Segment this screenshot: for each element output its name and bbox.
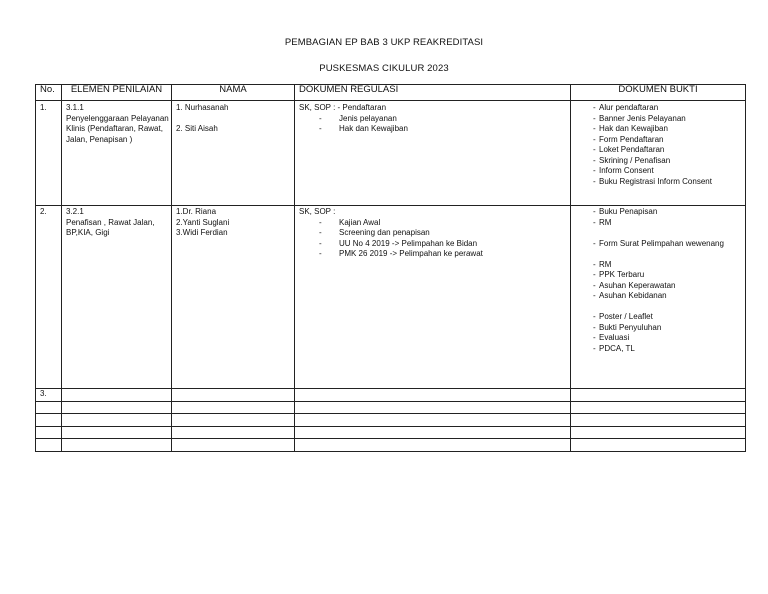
spacer xyxy=(176,114,290,125)
bukti-item: - Hak dan Kewajiban xyxy=(593,124,668,133)
regulasi-item: - PMK 26 2019 -> Pelimpahan ke perawat xyxy=(319,249,483,258)
cell-empty xyxy=(172,439,295,452)
cell-empty xyxy=(172,414,295,427)
spacer xyxy=(575,302,741,313)
table-row xyxy=(36,401,746,414)
cell-empty xyxy=(62,401,172,414)
cell-empty xyxy=(62,389,172,402)
row-number: 2. xyxy=(40,207,47,216)
person-name: 1. Nurhasanah xyxy=(176,103,229,112)
bukti-item: - Bukti Penyuluhan xyxy=(593,322,662,332)
cell-no xyxy=(36,206,62,389)
table-row xyxy=(36,389,746,402)
table-row xyxy=(36,206,746,389)
cell-elemen xyxy=(62,101,172,206)
bukti-item: - Form Pendaftaran xyxy=(593,134,664,144)
cell-regulasi xyxy=(295,101,571,206)
bukti-item: - RM xyxy=(593,217,612,227)
spacer xyxy=(575,249,741,260)
person-name: 2.Yanti Suglani xyxy=(176,217,230,227)
elemen-code: 3.2.1 xyxy=(66,207,84,216)
cell-bukti xyxy=(571,206,746,389)
column-header-bukti: DOKUMEN BUKTI xyxy=(571,85,746,101)
table-row xyxy=(36,439,746,452)
column-header-no: No. xyxy=(36,85,62,101)
regulasi-item: - Kajian Awal xyxy=(319,217,381,227)
regulasi-item: - Screening dan penapisan xyxy=(319,228,430,237)
cell-empty xyxy=(571,401,746,414)
cell-empty xyxy=(571,414,746,427)
cell-empty xyxy=(571,426,746,439)
cell-no xyxy=(36,389,62,402)
regulasi-heading: SK, SOP : - Pendaftaran xyxy=(299,103,387,112)
bukti-item: - Poster / Leaflet xyxy=(593,312,653,321)
bukti-item: - Loket Pendaftaran xyxy=(593,145,665,154)
person-name: 2. Siti Aisah xyxy=(176,124,218,133)
cell-empty xyxy=(295,414,571,427)
elemen-text-line: Penafisan , Rawat Jalan, xyxy=(66,217,155,227)
elemen-code: 3.1.1 xyxy=(66,103,84,112)
cell-elemen xyxy=(62,206,172,389)
table-header-row xyxy=(36,85,746,101)
cell-empty xyxy=(295,439,571,452)
regulasi-heading: SK, SOP : xyxy=(299,207,336,216)
cell-empty xyxy=(36,414,62,427)
cell-empty xyxy=(36,401,62,414)
bukti-item: - Buku Penapisan xyxy=(593,207,658,216)
row-number: 3. xyxy=(40,389,47,398)
cell-empty xyxy=(295,426,571,439)
bukti-item: - PDCA, TL xyxy=(593,343,635,353)
cell-empty xyxy=(62,426,172,439)
column-header-nama: NAMA xyxy=(172,85,295,101)
bukti-item: - Alur pendaftaran xyxy=(593,103,659,112)
elemen-text-line: Jalan, Penapisan ) xyxy=(66,134,133,144)
bukti-item: - Banner Jenis Pelayanan xyxy=(593,113,686,123)
bukti-item: - Evaluasi xyxy=(593,333,630,342)
bukti-item: - Skrining / Penafisan xyxy=(593,155,671,165)
cell-empty xyxy=(571,389,746,402)
bukti-item: - Inform Consent xyxy=(593,166,654,175)
cell-empty xyxy=(172,426,295,439)
regulasi-item: - UU No 4 2019 -> Pelimpahan ke Bidan xyxy=(319,238,478,248)
cell-empty xyxy=(295,401,571,414)
cell-empty xyxy=(172,389,295,402)
bukti-item: - Asuhan Kebidanan xyxy=(593,291,667,300)
cell-nama xyxy=(172,101,295,206)
bukti-item: - RM xyxy=(593,259,612,269)
person-name: 1.Dr. Riana xyxy=(176,207,217,216)
column-header-regulasi: DOKUMEN REGULASI xyxy=(295,85,571,101)
cell-empty xyxy=(62,439,172,452)
cell-bukti xyxy=(571,101,746,206)
table-row xyxy=(36,426,746,439)
elemen-text-line: Penyelenggaraan Pelayanan xyxy=(66,113,169,123)
cell-empty xyxy=(62,414,172,427)
elemen-text-line: BP,KIA, Gigi xyxy=(66,228,110,237)
cell-empty xyxy=(295,389,571,402)
document-subtitle: PUSKESMAS CIKULUR 2023 xyxy=(319,63,449,74)
cell-empty xyxy=(571,439,746,452)
bukti-item: - Form Surat Pelimpahan wewenang xyxy=(593,238,724,248)
cell-empty xyxy=(36,426,62,439)
document-title: PEMBAGIAN EP BAB 3 UKP REAKREDITASI xyxy=(284,37,484,48)
bukti-item: - PPK Terbaru xyxy=(593,270,645,279)
elemen-text-line: Klinis (Pendaftaran, Rawat, xyxy=(66,124,163,133)
cell-nama xyxy=(172,206,295,389)
assignment-table xyxy=(35,84,746,452)
column-header-elemen: ELEMEN PENILAIAN xyxy=(62,85,172,101)
bukti-item: - Buku Registrasi Inform Consent xyxy=(593,176,712,186)
regulasi-item: - Jenis pelayanan xyxy=(319,113,397,123)
regulasi-item: - Hak dan Kewajiban xyxy=(319,124,408,133)
bukti-item: - Asuhan Keperawatan xyxy=(593,280,676,290)
table-row xyxy=(36,414,746,427)
cell-no xyxy=(36,101,62,206)
row-number: 1. xyxy=(40,103,47,112)
spacer xyxy=(575,228,741,239)
person-name: 3.Widi Ferdian xyxy=(176,228,228,237)
cell-empty xyxy=(172,401,295,414)
table-row xyxy=(36,101,746,206)
cell-regulasi xyxy=(295,206,571,389)
cell-empty xyxy=(36,439,62,452)
